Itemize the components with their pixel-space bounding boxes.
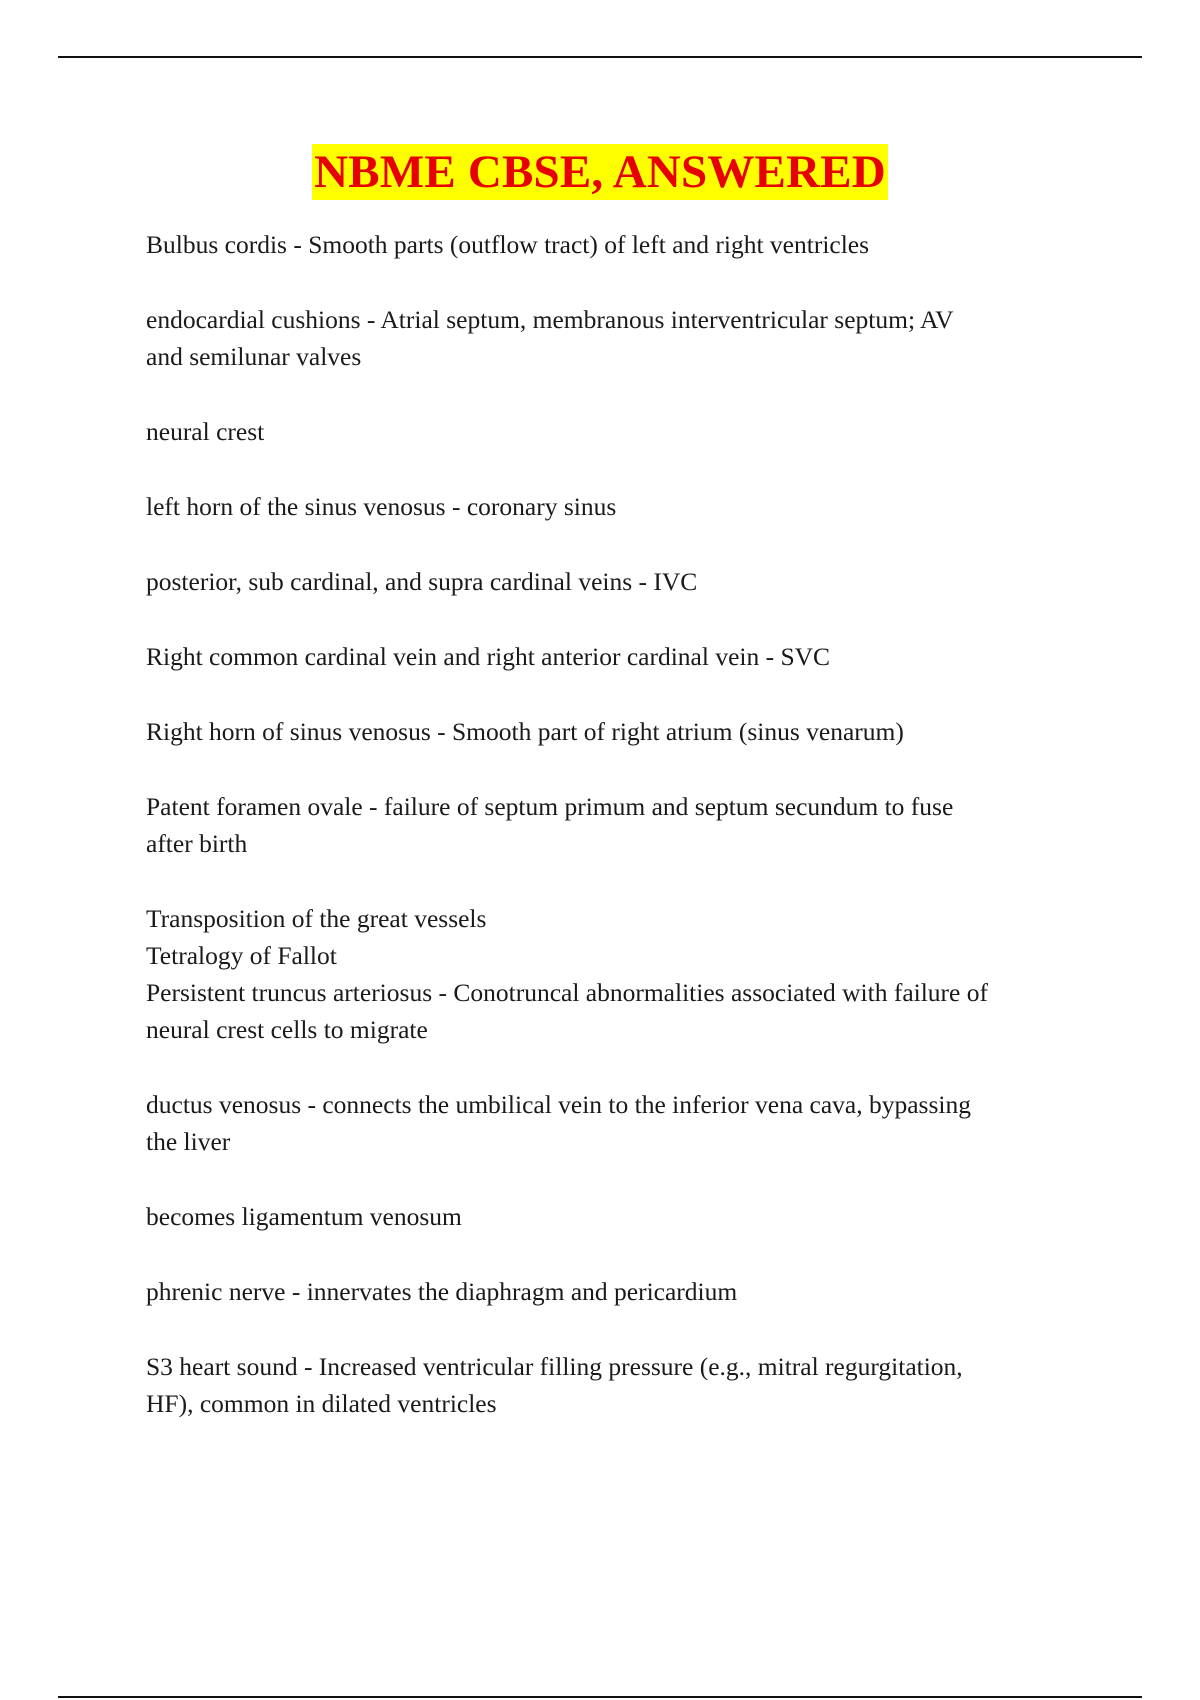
entry-line: posterior, sub cardinal, and supra cardinal veins - IVC (146, 567, 698, 596)
entry-line: Bulbus cordis - Smooth parts (outflow tract) of left and right ventricles (146, 230, 870, 259)
qa-entry (146, 638, 1106, 675)
entry-line: becomes ligamentum venosum (146, 1202, 462, 1231)
qa-entry (146, 1273, 1106, 1310)
entry-line: and semilunar valves (146, 342, 362, 371)
entry-line: neural crest (146, 417, 265, 446)
qa-entry (146, 1198, 1106, 1235)
qa-entry (146, 563, 1106, 600)
entry-line: Patent foramen ovale - failure of septum primum and septum secundum to fuse (146, 792, 954, 821)
qa-entry (146, 413, 1106, 450)
entry-line: ductus venosus - connects the umbilical vein to the inferior vena cava, bypassing (146, 1090, 971, 1119)
qa-entry (146, 788, 1106, 862)
entry-line: endocardial cushions - Atrial septum, membranous interventricular septum; AV (146, 305, 954, 334)
entry-line: the liver (146, 1127, 231, 1156)
qa-entry (146, 301, 1106, 375)
qa-entry (146, 226, 1106, 263)
entry-line: HF), common in dilated ventricles (146, 1389, 497, 1418)
footer-rule (58, 1696, 1142, 1698)
entry-line: phrenic nerve - innervates the diaphragm and pericardium (146, 1277, 738, 1306)
title-container (0, 144, 1200, 200)
qa-entry (146, 488, 1106, 525)
qa-entry (146, 1086, 1106, 1160)
entry-line: Right horn of sinus venosus - Smooth part of right atrium (sinus venarum) (146, 717, 904, 746)
entry-line: after birth (146, 829, 248, 858)
qa-entry (146, 713, 1106, 750)
qa-entry (146, 1348, 1106, 1422)
page-title: NBME CBSE, ANSWERED (314, 146, 886, 198)
header-rule (58, 56, 1142, 58)
entry-line: Transposition of the great vessels (146, 904, 487, 933)
entry-line: left horn of the sinus venosus - coronary sinus (146, 492, 617, 521)
entry-line: Persistent truncus arteriosus - Conotruncal abnormalities associated with failure of (146, 978, 988, 1007)
entry-line: Tetralogy of Fallot (146, 941, 337, 970)
entry-line: Right common cardinal vein and right anterior cardinal vein - SVC (146, 642, 831, 671)
document-body (146, 226, 1106, 1460)
entry-line: neural crest cells to migrate (146, 1015, 428, 1044)
qa-entry (146, 900, 1106, 1048)
entry-line: S3 heart sound - Increased ventricular filling pressure (e.g., mitral regurgitation, (146, 1352, 963, 1381)
